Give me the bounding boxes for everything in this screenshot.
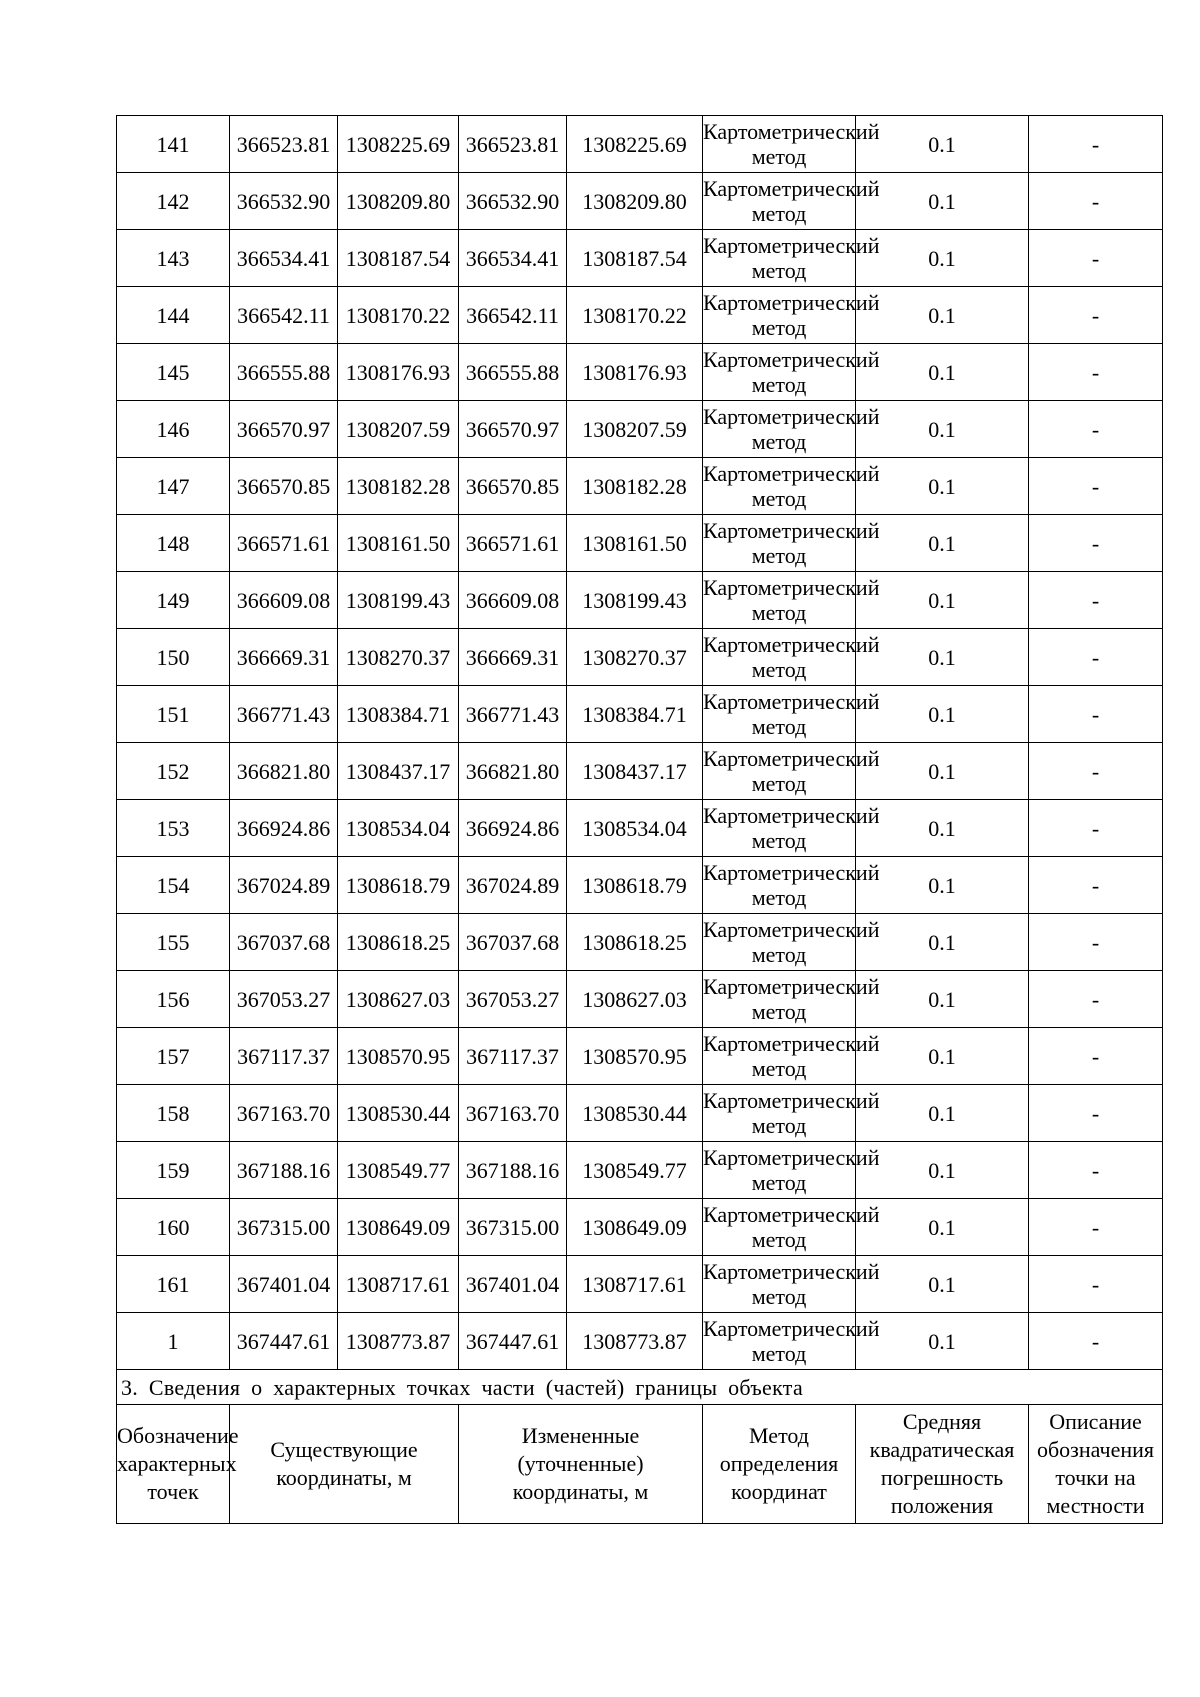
precision-cell: 0.1 — [856, 857, 1029, 914]
method-cell: Картометрический метод — [703, 914, 856, 971]
precision-cell: 0.1 — [856, 1256, 1029, 1313]
precision-cell: 0.1 — [856, 515, 1029, 572]
point-cell: 146 — [117, 401, 230, 458]
y-new-cell: 1308187.54 — [567, 230, 703, 287]
description-cell: - — [1029, 1085, 1163, 1142]
x-new-cell: 366555.88 — [459, 344, 567, 401]
method-cell: Картометрический метод — [703, 572, 856, 629]
x-existing-cell: 366821.80 — [230, 743, 338, 800]
method-cell: Картометрический метод — [703, 686, 856, 743]
point-cell: 160 — [117, 1199, 230, 1256]
precision-cell: 0.1 — [856, 173, 1029, 230]
description-cell: - — [1029, 401, 1163, 458]
y-existing-cell: 1308549.77 — [338, 1142, 459, 1199]
point-cell: 152 — [117, 743, 230, 800]
x-existing-cell: 366555.88 — [230, 344, 338, 401]
point-cell: 144 — [117, 287, 230, 344]
precision-cell: 0.1 — [856, 971, 1029, 1028]
point-cell: 147 — [117, 458, 230, 515]
precision-cell: 0.1 — [856, 344, 1029, 401]
y-existing-cell: 1308437.17 — [338, 743, 459, 800]
x-new-cell: 366571.61 — [459, 515, 567, 572]
table-row — [117, 971, 1163, 1028]
y-existing-cell: 1308209.80 — [338, 173, 459, 230]
y-new-cell: 1308627.03 — [567, 971, 703, 1028]
precision-cell: 0.1 — [856, 800, 1029, 857]
description-cell: - — [1029, 230, 1163, 287]
table-row — [117, 1313, 1163, 1370]
table-row — [117, 914, 1163, 971]
table-row — [117, 1085, 1163, 1142]
x-new-cell: 367024.89 — [459, 857, 567, 914]
table-body — [117, 116, 1163, 1524]
table-row — [117, 515, 1163, 572]
y-new-cell: 1308534.04 — [567, 800, 703, 857]
point-cell: 149 — [117, 572, 230, 629]
point-cell: 145 — [117, 344, 230, 401]
y-existing-cell: 1308225.69 — [338, 116, 459, 173]
method-cell: Картометрический метод — [703, 800, 856, 857]
y-existing-cell: 1308570.95 — [338, 1028, 459, 1085]
method-cell: Картометрический метод — [703, 971, 856, 1028]
description-cell: - — [1029, 743, 1163, 800]
x-existing-cell: 366534.41 — [230, 230, 338, 287]
y-existing-cell: 1308270.37 — [338, 629, 459, 686]
table-row — [117, 857, 1163, 914]
header-point: Обозначение характерных точек — [117, 1405, 230, 1524]
precision-cell: 0.1 — [856, 401, 1029, 458]
description-cell: - — [1029, 971, 1163, 1028]
method-cell: Картометрический метод — [703, 743, 856, 800]
point-cell: 1 — [117, 1313, 230, 1370]
table-row — [117, 800, 1163, 857]
description-cell: - — [1029, 914, 1163, 971]
x-existing-cell: 367117.37 — [230, 1028, 338, 1085]
x-new-cell: 367188.16 — [459, 1142, 567, 1199]
y-existing-cell: 1308384.71 — [338, 686, 459, 743]
method-cell: Картометрический метод — [703, 515, 856, 572]
x-new-cell: 366542.11 — [459, 287, 567, 344]
y-existing-cell: 1308530.44 — [338, 1085, 459, 1142]
description-cell: - — [1029, 515, 1163, 572]
x-new-cell: 366534.41 — [459, 230, 567, 287]
point-cell: 156 — [117, 971, 230, 1028]
table-row — [117, 1142, 1163, 1199]
description-cell: - — [1029, 572, 1163, 629]
method-cell: Картометрический метод — [703, 1028, 856, 1085]
x-new-cell: 366771.43 — [459, 686, 567, 743]
precision-cell: 0.1 — [856, 572, 1029, 629]
x-new-cell: 366570.97 — [459, 401, 567, 458]
y-new-cell: 1308549.77 — [567, 1142, 703, 1199]
point-cell: 154 — [117, 857, 230, 914]
description-cell: - — [1029, 344, 1163, 401]
precision-cell: 0.1 — [856, 1199, 1029, 1256]
y-new-cell: 1308773.87 — [567, 1313, 703, 1370]
x-existing-cell: 366570.85 — [230, 458, 338, 515]
precision-cell: 0.1 — [856, 116, 1029, 173]
y-new-cell: 1308570.95 — [567, 1028, 703, 1085]
x-existing-cell: 366523.81 — [230, 116, 338, 173]
y-new-cell: 1308199.43 — [567, 572, 703, 629]
description-cell: - — [1029, 857, 1163, 914]
precision-cell: 0.1 — [856, 629, 1029, 686]
point-cell: 155 — [117, 914, 230, 971]
y-existing-cell: 1308199.43 — [338, 572, 459, 629]
table-row — [117, 1199, 1163, 1256]
x-existing-cell: 367188.16 — [230, 1142, 338, 1199]
description-cell: - — [1029, 800, 1163, 857]
precision-cell: 0.1 — [856, 1085, 1029, 1142]
method-cell: Картометрический метод — [703, 1142, 856, 1199]
precision-cell: 0.1 — [856, 914, 1029, 971]
x-new-cell: 367163.70 — [459, 1085, 567, 1142]
y-new-cell: 1308530.44 — [567, 1085, 703, 1142]
y-existing-cell: 1308161.50 — [338, 515, 459, 572]
y-existing-cell: 1308618.25 — [338, 914, 459, 971]
x-new-cell: 366669.31 — [459, 629, 567, 686]
y-existing-cell: 1308176.93 — [338, 344, 459, 401]
section-title-row — [117, 1370, 1163, 1405]
precision-cell: 0.1 — [856, 287, 1029, 344]
precision-cell: 0.1 — [856, 686, 1029, 743]
method-cell: Картометрический метод — [703, 1199, 856, 1256]
y-existing-cell: 1308182.28 — [338, 458, 459, 515]
table-row — [117, 287, 1163, 344]
x-new-cell: 367447.61 — [459, 1313, 567, 1370]
description-cell: - — [1029, 173, 1163, 230]
x-existing-cell: 366542.11 — [230, 287, 338, 344]
point-cell: 141 — [117, 116, 230, 173]
table-row — [117, 686, 1163, 743]
description-cell: - — [1029, 1256, 1163, 1313]
y-existing-cell: 1308618.79 — [338, 857, 459, 914]
coordinates-table — [116, 115, 1163, 1524]
y-new-cell: 1308384.71 — [567, 686, 703, 743]
description-cell: - — [1029, 458, 1163, 515]
table-row — [117, 1028, 1163, 1085]
precision-cell: 0.1 — [856, 1028, 1029, 1085]
point-cell: 143 — [117, 230, 230, 287]
y-new-cell: 1308161.50 — [567, 515, 703, 572]
x-existing-cell: 367163.70 — [230, 1085, 338, 1142]
method-cell: Картометрический метод — [703, 458, 856, 515]
x-existing-cell: 366532.90 — [230, 173, 338, 230]
point-cell: 148 — [117, 515, 230, 572]
table-row — [117, 344, 1163, 401]
precision-cell: 0.1 — [856, 230, 1029, 287]
y-existing-cell: 1308649.09 — [338, 1199, 459, 1256]
y-existing-cell: 1308773.87 — [338, 1313, 459, 1370]
x-existing-cell: 367037.68 — [230, 914, 338, 971]
x-new-cell: 367401.04 — [459, 1256, 567, 1313]
x-existing-cell: 366609.08 — [230, 572, 338, 629]
y-new-cell: 1308209.80 — [567, 173, 703, 230]
y-new-cell: 1308170.22 — [567, 287, 703, 344]
method-cell: Картометрический метод — [703, 287, 856, 344]
table-row — [117, 743, 1163, 800]
y-existing-cell: 1308187.54 — [338, 230, 459, 287]
method-cell: Картометрический метод — [703, 857, 856, 914]
point-cell: 151 — [117, 686, 230, 743]
table-row — [117, 173, 1163, 230]
y-new-cell: 1308649.09 — [567, 1199, 703, 1256]
table-row — [117, 230, 1163, 287]
x-new-cell: 367053.27 — [459, 971, 567, 1028]
x-existing-cell: 367053.27 — [230, 971, 338, 1028]
header-new-coordinates: Измененные (уточненные) координаты, м — [459, 1405, 703, 1524]
header-description: Описание обозначения точки на местности — [1029, 1405, 1163, 1524]
y-existing-cell: 1308627.03 — [338, 971, 459, 1028]
y-new-cell: 1308207.59 — [567, 401, 703, 458]
point-cell: 153 — [117, 800, 230, 857]
x-new-cell: 367037.68 — [459, 914, 567, 971]
point-cell: 142 — [117, 173, 230, 230]
point-cell: 150 — [117, 629, 230, 686]
x-existing-cell: 367401.04 — [230, 1256, 338, 1313]
table-row — [117, 401, 1163, 458]
table-row — [117, 572, 1163, 629]
description-cell: - — [1029, 1313, 1163, 1370]
table-row — [117, 629, 1163, 686]
description-cell: - — [1029, 629, 1163, 686]
table-row — [117, 1256, 1163, 1313]
point-cell: 159 — [117, 1142, 230, 1199]
x-new-cell: 366821.80 — [459, 743, 567, 800]
x-existing-cell: 366571.61 — [230, 515, 338, 572]
x-new-cell: 366924.86 — [459, 800, 567, 857]
x-existing-cell: 366669.31 — [230, 629, 338, 686]
precision-cell: 0.1 — [856, 743, 1029, 800]
y-existing-cell: 1308170.22 — [338, 287, 459, 344]
method-cell: Картометрический метод — [703, 1085, 856, 1142]
y-new-cell: 1308618.25 — [567, 914, 703, 971]
precision-cell: 0.1 — [856, 1313, 1029, 1370]
x-existing-cell: 366924.86 — [230, 800, 338, 857]
method-cell: Картометрический метод — [703, 1313, 856, 1370]
y-existing-cell: 1308534.04 — [338, 800, 459, 857]
x-new-cell: 366570.85 — [459, 458, 567, 515]
description-cell: - — [1029, 116, 1163, 173]
description-cell: - — [1029, 1199, 1163, 1256]
description-cell: - — [1029, 1142, 1163, 1199]
method-cell: Картометрический метод — [703, 230, 856, 287]
method-cell: Картометрический метод — [703, 629, 856, 686]
method-cell: Картометрический метод — [703, 344, 856, 401]
y-new-cell: 1308270.37 — [567, 629, 703, 686]
precision-cell: 0.1 — [856, 458, 1029, 515]
y-new-cell: 1308182.28 — [567, 458, 703, 515]
x-new-cell: 366523.81 — [459, 116, 567, 173]
header-method: Метод определения координат — [703, 1405, 856, 1524]
x-existing-cell: 367024.89 — [230, 857, 338, 914]
table-row — [117, 458, 1163, 515]
x-new-cell: 366609.08 — [459, 572, 567, 629]
x-existing-cell: 366570.97 — [230, 401, 338, 458]
point-cell: 158 — [117, 1085, 230, 1142]
x-existing-cell: 367447.61 — [230, 1313, 338, 1370]
description-cell: - — [1029, 287, 1163, 344]
y-new-cell: 1308717.61 — [567, 1256, 703, 1313]
x-existing-cell: 367315.00 — [230, 1199, 338, 1256]
header-precision: Средняя квадратическая погрешность положения — [856, 1405, 1029, 1524]
table-row — [117, 116, 1163, 173]
precision-cell: 0.1 — [856, 1142, 1029, 1199]
y-existing-cell: 1308207.59 — [338, 401, 459, 458]
y-existing-cell: 1308717.61 — [338, 1256, 459, 1313]
x-new-cell: 367117.37 — [459, 1028, 567, 1085]
method-cell: Картометрический метод — [703, 116, 856, 173]
section-title: 3. Сведения о характерных точках части (частей) границы объекта — [117, 1370, 1163, 1405]
header-row — [117, 1405, 1163, 1524]
x-new-cell: 366532.90 — [459, 173, 567, 230]
y-new-cell: 1308437.17 — [567, 743, 703, 800]
point-cell: 161 — [117, 1256, 230, 1313]
description-cell: - — [1029, 1028, 1163, 1085]
y-new-cell: 1308176.93 — [567, 344, 703, 401]
method-cell: Картометрический метод — [703, 173, 856, 230]
header-existing-coordinates: Существующие координаты, м — [230, 1405, 459, 1524]
description-cell: - — [1029, 686, 1163, 743]
x-existing-cell: 366771.43 — [230, 686, 338, 743]
y-new-cell: 1308618.79 — [567, 857, 703, 914]
method-cell: Картометрический метод — [703, 401, 856, 458]
point-cell: 157 — [117, 1028, 230, 1085]
x-new-cell: 367315.00 — [459, 1199, 567, 1256]
method-cell: Картометрический метод — [703, 1256, 856, 1313]
y-new-cell: 1308225.69 — [567, 116, 703, 173]
